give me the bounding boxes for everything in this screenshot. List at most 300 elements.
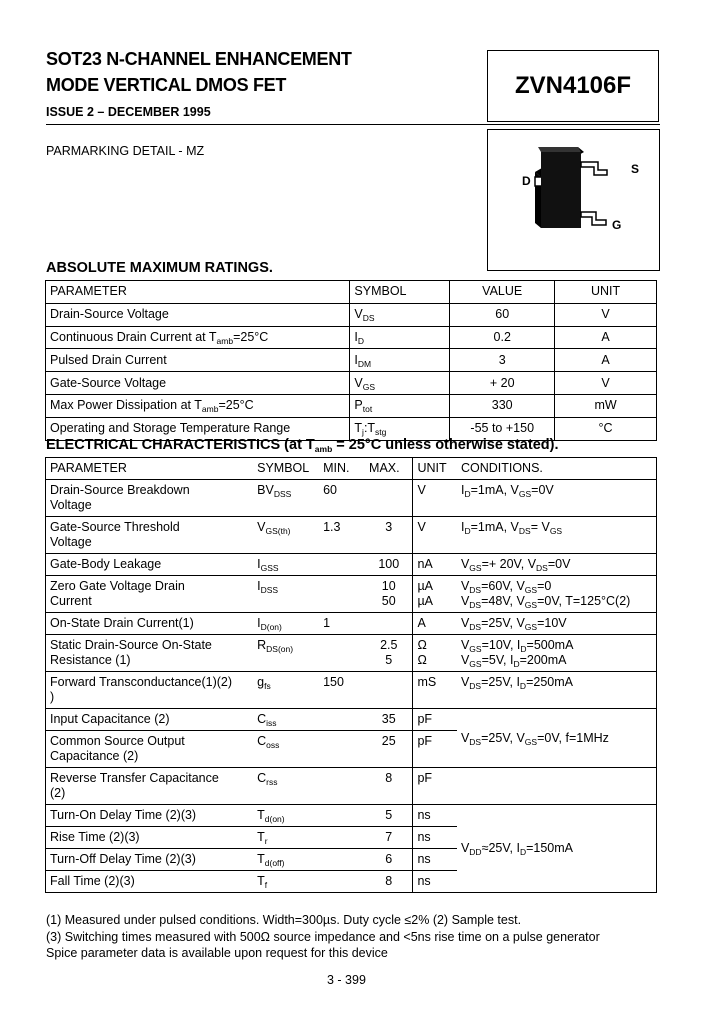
title-line-2: MODE VERTICAL DMOS FET — [46, 75, 287, 95]
symbol-sub: DS — [362, 313, 375, 324]
elec-row — [46, 554, 657, 576]
symbol-sub: GS(th) — [265, 526, 291, 536]
param-cell: Turn-Off Delay Time (2)(3) — [46, 849, 254, 871]
param-sub: amb — [201, 404, 219, 415]
symbol-text: V — [257, 520, 266, 534]
cond-text: V — [460, 841, 470, 855]
unit-line: V — [417, 483, 426, 497]
cond-sub: GS — [524, 600, 538, 610]
max-line: 2.5 — [380, 638, 398, 652]
min-cell — [319, 871, 365, 893]
cond-sub: GS — [524, 622, 538, 632]
note-2: (3) Switching times measured with 500Ω source impedance and <5ns rise time on a pulse generator — [46, 929, 600, 944]
elec-row — [46, 805, 657, 827]
param-cell — [46, 731, 254, 768]
cond-sub: DS — [536, 563, 548, 573]
cond-text: V — [460, 638, 470, 652]
value-cell: -55 to +150 — [450, 417, 555, 440]
unit-cell: A — [555, 326, 657, 349]
symbol-cell — [253, 672, 319, 709]
cond-line — [461, 638, 652, 653]
unit-cell: ns — [413, 805, 457, 827]
header-rule — [46, 124, 488, 125]
cond-sub: GS — [469, 659, 482, 669]
cond-text: =0 — [537, 579, 552, 593]
symbol-sub: rss — [266, 777, 278, 787]
cond-text: = V — [530, 520, 550, 534]
sot23-package-icon — [488, 130, 659, 270]
min-cell — [319, 709, 365, 731]
unit-cell — [413, 576, 457, 613]
elec-title — [46, 437, 558, 453]
unit-line: Ω — [417, 653, 427, 667]
symbol-sub: GSS — [260, 563, 279, 573]
param-cell — [46, 576, 254, 613]
elec-title-b: = 25°C unless otherwise stated). — [332, 437, 559, 453]
cond-line — [461, 520, 652, 535]
symbol-sub: GS — [362, 381, 376, 392]
param-cell: Rise Time (2)(3) — [46, 827, 254, 849]
cond-sub: D — [519, 681, 527, 691]
unit-cell: A — [555, 349, 657, 372]
min-cell — [319, 849, 365, 871]
pin-d-label: D — [522, 174, 531, 188]
cond-sub: GS — [518, 489, 532, 499]
min-cell — [319, 827, 365, 849]
col-header: PARAMETER — [46, 281, 350, 304]
cond-text: =25V, I — [481, 675, 520, 689]
min-cell — [319, 576, 365, 613]
cond-sub: DS — [469, 600, 482, 610]
cond-sub: DS — [469, 585, 482, 595]
symbol-cell — [253, 768, 319, 805]
title-line-1: SOT23 N-CHANNEL ENHANCEMENT — [46, 49, 352, 69]
elec-title-sub: amb — [314, 444, 333, 454]
param-line: Drain-Source Breakdown — [50, 483, 190, 497]
max-line: 3 — [385, 520, 393, 534]
cond-sub: D — [519, 847, 527, 857]
cond-sub: GS — [469, 563, 482, 573]
conditions-cell — [457, 576, 657, 613]
elec-row — [46, 768, 657, 805]
max-cell — [365, 480, 413, 517]
param-cell: Fall Time (2)(3) — [50, 874, 135, 888]
symbol-text: I — [257, 616, 261, 630]
max-cell — [365, 517, 413, 554]
symbol-sub: DM — [357, 358, 372, 369]
symbol-sub: j — [362, 427, 364, 438]
conditions-cell — [457, 517, 657, 554]
unit-cell — [413, 613, 457, 635]
param-cell — [46, 635, 254, 672]
unit-cell: pF — [413, 731, 457, 768]
cond-sub: DS — [469, 622, 482, 632]
symbol-text: T — [257, 808, 265, 822]
page-number: 3 - 399 — [327, 973, 366, 987]
cond-text: =60V, V — [481, 579, 525, 593]
symbol-text: T — [257, 852, 265, 866]
pin-s-label: S — [631, 162, 640, 176]
cond-text: V — [460, 730, 470, 745]
param-cell — [46, 613, 254, 635]
cond-text: =10V — [537, 616, 567, 630]
unit-line: Ω — [417, 638, 427, 652]
symbol-cell — [253, 635, 319, 672]
unit-cell: ns — [413, 849, 457, 871]
cond-text: =150mA — [526, 841, 573, 855]
param-text: Max Power Dissipation at T — [50, 398, 202, 413]
unit-cell: pF — [413, 768, 457, 805]
cond-sub: DS — [518, 526, 531, 536]
max-cell: 6 — [365, 849, 413, 871]
symbol-text: BV — [257, 483, 274, 497]
param-text: Continuous Drain Current at T — [50, 329, 217, 344]
cond-text: =0V — [531, 483, 554, 497]
symbol-sub: D(on) — [260, 622, 282, 632]
param-tail: =25°C — [218, 398, 254, 413]
symbol-cell — [253, 805, 319, 827]
param-line: Static Drain-Source On-State — [50, 638, 212, 652]
symbol-cell — [253, 731, 319, 768]
cond-text: =250mA — [526, 675, 573, 689]
cond-text: I — [460, 520, 465, 534]
elec-row — [46, 635, 657, 672]
param-cell — [46, 480, 254, 517]
elec-header-row — [46, 458, 657, 480]
cond-sub: D — [513, 659, 520, 669]
unit-cell — [413, 635, 457, 672]
elec-row — [46, 672, 657, 709]
symbol-cell — [350, 349, 450, 372]
symbol-text: :T — [363, 421, 376, 436]
note-3: Spice parameter data is available upon request for this device — [46, 946, 388, 960]
param-cell — [46, 672, 254, 709]
min-cell: 1.3 — [319, 517, 365, 554]
cond-text: ≈25V, I — [481, 841, 520, 855]
unit-cell — [413, 480, 457, 517]
cond-line — [461, 675, 652, 690]
cond-line — [461, 557, 652, 572]
cond-sub: D — [464, 489, 471, 499]
param-cell — [46, 709, 254, 731]
conditions-cell — [457, 613, 657, 635]
abs-max-row — [46, 372, 657, 395]
symbol-sub: f — [264, 880, 268, 890]
package-drawing — [487, 129, 660, 271]
elec-row — [46, 517, 657, 554]
unit-cell: pF — [413, 709, 457, 731]
col-header: VALUE — [450, 281, 555, 304]
col-header: UNIT — [413, 458, 457, 480]
col-header: CONDITIONS. — [457, 458, 657, 480]
value-cell: + 20 — [450, 372, 555, 395]
cond-line — [461, 579, 652, 594]
param-tail: =25°C — [233, 329, 269, 344]
unit-cell: ns — [413, 871, 457, 893]
max-line: 10 — [381, 579, 396, 593]
param-line: Forward Transconductance(1)(2) — [50, 675, 233, 689]
col-header: UNIT — [555, 281, 657, 304]
cond-text: =5V, I — [481, 653, 514, 667]
abs-max-title: ABSOLUTE MAXIMUM RATINGS. — [46, 260, 273, 276]
symbol-cell — [350, 394, 450, 417]
symbol-cell — [253, 849, 319, 871]
conditions-cell — [457, 805, 657, 893]
unit-line: µA — [417, 594, 434, 608]
max-line: 100 — [378, 557, 400, 571]
unit-cell: V — [555, 372, 657, 395]
max-cell: 8 — [365, 768, 413, 805]
symbol-sub: tot — [362, 404, 373, 415]
unit-cell — [413, 554, 457, 576]
param-text: Operating and Storage Temperature Range — [50, 421, 291, 436]
unit-cell — [413, 517, 457, 554]
param-text: Gate-Source Voltage — [50, 375, 167, 390]
param-cell — [46, 517, 254, 554]
elec-table — [45, 457, 657, 893]
symbol-sub: d(off) — [264, 858, 285, 868]
min-cell: 1 — [319, 613, 365, 635]
cond-text: V — [460, 579, 470, 593]
abs-max-row — [46, 394, 657, 417]
param-line: On-State Drain Current(1) — [50, 616, 194, 630]
cond-text: =0V — [547, 557, 571, 571]
param-cell — [46, 554, 254, 576]
unit-cell — [413, 672, 457, 709]
conditions-cell — [457, 480, 657, 517]
param-line: Reverse Transfer Capacitance — [50, 771, 219, 785]
max-cell — [365, 672, 413, 709]
cond-text: V — [460, 594, 470, 608]
cond-sub: GS — [524, 585, 538, 595]
value-cell: 330 — [450, 394, 555, 417]
col-header: MAX. — [365, 458, 413, 480]
value-cell: 60 — [450, 303, 555, 326]
unit-line: mS — [417, 675, 437, 689]
footnotes — [46, 912, 600, 962]
symbol-cell — [350, 303, 450, 326]
unit-line: nA — [417, 557, 433, 571]
param-line: Common Source Output — [50, 734, 185, 748]
param-line: Resistance (1) — [50, 653, 131, 667]
symbol-text: C — [257, 712, 267, 726]
cond-sub: DS — [469, 736, 482, 747]
param-line: Gate-Source Threshold — [50, 520, 180, 534]
symbol-sub: stg — [375, 427, 387, 438]
elec-row — [46, 480, 657, 517]
max-cell: 5 — [365, 805, 413, 827]
pin-g-label: G — [612, 218, 622, 232]
cond-sub: DD — [469, 847, 482, 857]
min-cell — [319, 731, 365, 768]
cond-sub: D — [464, 526, 471, 536]
symbol-sub: d(on) — [264, 814, 285, 824]
symbol-sub: DSS — [273, 489, 292, 499]
symbol-text: I — [354, 352, 358, 367]
symbol-cell — [253, 576, 319, 613]
symbol-text: T — [257, 874, 265, 888]
unit-cell: ns — [413, 827, 457, 849]
min-cell — [319, 554, 365, 576]
param-cell — [46, 394, 350, 417]
min-cell — [319, 805, 365, 827]
cond-text: =0V, f=1MHz — [537, 730, 609, 745]
max-cell: 35 — [365, 709, 413, 731]
conditions-cell — [457, 635, 657, 672]
symbol-cell — [253, 827, 319, 849]
symbol-sub: iss — [266, 718, 277, 728]
min-cell: 150 — [319, 672, 365, 709]
cond-line — [461, 483, 652, 498]
cond-sub: GS — [524, 736, 538, 747]
symbol-sub: fs — [264, 681, 271, 691]
max-cell — [365, 554, 413, 576]
param-line: Current — [50, 594, 92, 608]
cond-text: I — [460, 483, 465, 497]
abs-max-table — [45, 280, 657, 441]
max-cell: 25 — [365, 731, 413, 768]
symbol-text: V — [354, 375, 363, 390]
cond-sub: GS — [549, 526, 563, 536]
value-cell: 0.2 — [450, 326, 555, 349]
param-cell — [46, 372, 350, 395]
symbol-text: I — [257, 557, 261, 571]
param-line: Gate-Body Leakage — [50, 557, 162, 571]
symbol-cell — [253, 613, 319, 635]
max-line: 5 — [385, 653, 393, 667]
min-cell: 60 — [319, 480, 365, 517]
param-cell — [46, 768, 254, 805]
cond-text: =+ 20V, V — [481, 557, 537, 571]
max-cell — [365, 635, 413, 672]
abs-max-row — [46, 326, 657, 349]
abs-max-header-row — [46, 281, 657, 304]
min-cell — [319, 768, 365, 805]
symbol-sub: oss — [266, 740, 280, 750]
cond-sub: DS — [469, 681, 482, 691]
max-line: 50 — [381, 594, 396, 608]
elec-row — [46, 576, 657, 613]
symbol-cell — [253, 554, 319, 576]
abs-max-row — [46, 349, 657, 372]
conditions-cell — [457, 554, 657, 576]
col-header: SYMBOL — [253, 458, 319, 480]
symbol-text: I — [354, 329, 358, 344]
note-1: (1) Measured under pulsed conditions. Width=300µs. Duty cycle ≤2% (2) Sample test. — [46, 913, 522, 927]
max-cell: 8 — [385, 874, 393, 888]
cond-text: V — [460, 616, 470, 630]
param-cell: Turn-On Delay Time (2)(3) — [46, 805, 254, 827]
unit-line: A — [417, 616, 426, 630]
symbol-text: C — [257, 771, 267, 785]
param-cell — [46, 303, 350, 326]
elec-row — [46, 709, 657, 731]
part-number: ZVN4106F — [487, 50, 659, 122]
min-cell — [319, 635, 365, 672]
cond-sub: D — [520, 644, 527, 654]
param-line: Capacitance (2) — [50, 749, 139, 763]
symbol-cell — [350, 326, 450, 349]
symbol-cell — [253, 517, 319, 554]
param-line: Zero Gate Voltage Drain — [50, 579, 185, 593]
param-line: (2) — [50, 786, 66, 800]
symbol-sub: r — [264, 836, 268, 846]
cond-text: =48V, V — [481, 594, 525, 608]
cond-text: =1mA, V — [470, 520, 519, 534]
cond-text: =25V, V — [481, 616, 525, 630]
col-header: SYMBOL — [350, 281, 450, 304]
symbol-sub: DSS — [260, 585, 279, 595]
elec-title-a: ELECTRICAL CHARACTERISTICS (at T — [46, 437, 315, 453]
cond-text: =500mA — [526, 638, 574, 652]
cond-text: V — [460, 557, 470, 571]
header-rule-right — [487, 124, 660, 125]
elec-row — [46, 613, 657, 635]
cond-text: =1mA, V — [470, 483, 519, 497]
page-title — [46, 46, 352, 98]
conditions-cell — [457, 672, 657, 709]
cond-line — [461, 594, 652, 609]
symbol-text: T — [257, 830, 265, 844]
unit-line: µA — [417, 579, 434, 593]
symbol-cell — [253, 480, 319, 517]
param-line: Voltage — [50, 498, 92, 512]
cond-sub: GS — [469, 644, 482, 654]
symbol-text: I — [257, 579, 261, 593]
symbol-sub: DS(on) — [266, 644, 294, 654]
cond-text: =25V, V — [481, 730, 525, 745]
cond-line — [461, 653, 652, 668]
unit-cell: V — [555, 303, 657, 326]
cond-text: V — [460, 653, 470, 667]
param-line: Input Capacitance (2) — [50, 712, 170, 726]
cond-text: V — [460, 675, 470, 689]
param-text: Pulsed Drain Current — [50, 352, 167, 367]
value-cell: 3 — [450, 349, 555, 372]
symbol-text: g — [257, 675, 265, 689]
symbol-cell — [253, 871, 319, 893]
issue-date: ISSUE 2 – DECEMBER 1995 — [46, 105, 211, 119]
param-text: Drain-Source Voltage — [50, 307, 169, 322]
symbol-text: V — [354, 307, 363, 322]
symbol-text: T — [354, 421, 363, 436]
symbol-text: R — [257, 638, 267, 652]
conditions-cell — [457, 768, 657, 805]
col-header: PARAMETER — [46, 458, 254, 480]
param-line: ) — [50, 690, 55, 704]
param-cell — [46, 326, 350, 349]
symbol-cell — [253, 709, 319, 731]
param-line: Voltage — [50, 535, 92, 549]
param-sub: amb — [216, 335, 234, 346]
conditions-cell — [457, 709, 657, 768]
col-header: MIN. — [319, 458, 365, 480]
max-cell — [365, 576, 413, 613]
symbol-text: P — [354, 398, 363, 413]
symbol-text: C — [257, 734, 267, 748]
marking-detail: PARMARKING DETAIL - MZ — [46, 144, 205, 158]
max-cell: 7 — [365, 827, 413, 849]
unit-line: V — [417, 520, 426, 534]
abs-max-row — [46, 303, 657, 326]
max-cell — [365, 613, 413, 635]
symbol-sub: D — [357, 335, 365, 346]
cond-text: =10V, I — [481, 638, 521, 652]
symbol-cell — [350, 372, 450, 395]
cond-text: =200mA — [519, 653, 567, 667]
unit-cell: mW — [555, 394, 657, 417]
param-cell — [46, 349, 350, 372]
